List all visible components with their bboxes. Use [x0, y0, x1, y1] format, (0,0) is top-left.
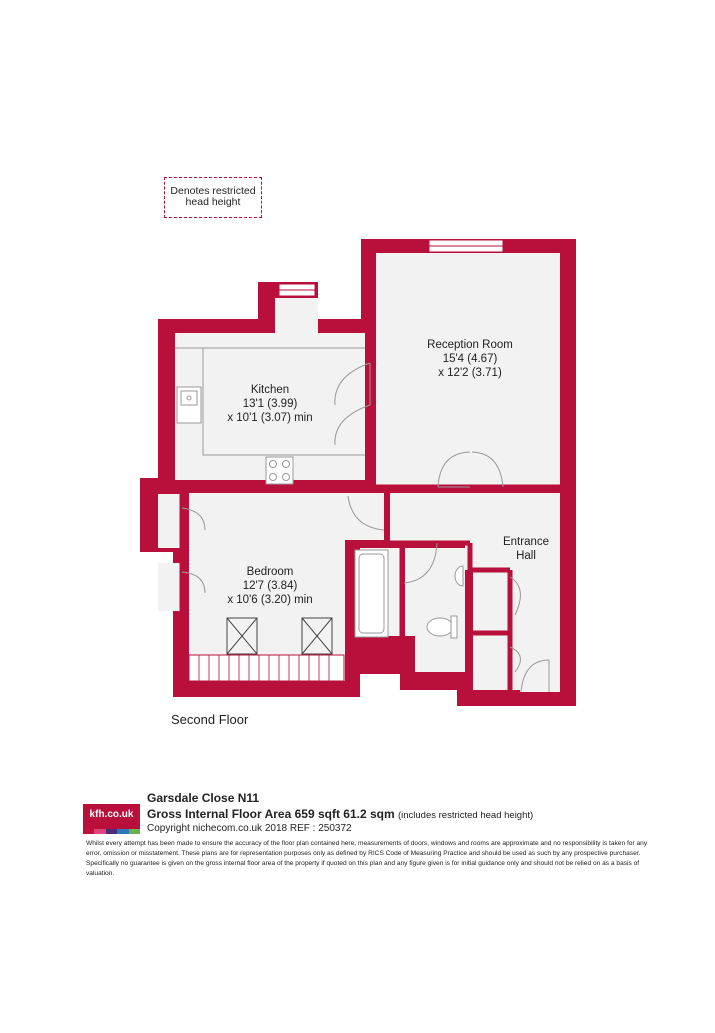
- disclaimer: Whilst every attempt has been made to ensure the accuracy of the floor plan contained here, measurements of doors, windows and rooms are approximate and no responsibility is taken for any error, omission or misstatement. These plans are for representation purposes only as defined by RICS Code of Measuring Practice and should be used as such by any prospective purchaser. Specifically no guarantee is given on the gross internal floor area of the property if quoted on this plan and any figure given is for initial guidance only and should not be relied on as a basis of valuation.: [86, 840, 648, 877]
- entrance-hall-label: [496, 535, 556, 563]
- cupboard-3: [476, 575, 506, 628]
- wc-icon: [427, 618, 453, 636]
- legend-line-2: head height: [185, 196, 241, 208]
- bedroom-dim2: x 10'6 (3.20) min: [227, 594, 313, 606]
- reception-dim2: x 12'2 (3.71): [438, 367, 502, 379]
- logo-stripes: [83, 829, 140, 834]
- cupboard-4: [476, 638, 506, 688]
- entrance-name-2: Hall: [516, 550, 536, 562]
- logo-stripe: [83, 829, 94, 834]
- floor-name: Second Floor: [171, 712, 249, 727]
- floor-area-note: (includes restricted head height): [397, 810, 534, 821]
- reception-dim1: 15'4 (4.67): [442, 353, 498, 365]
- bedroom-dim1: 12'7 (3.84): [242, 580, 298, 592]
- floor-area-value: Gross Internal Floor Area 659 sqft 61.2 sqm: [147, 807, 395, 821]
- reception-label: [400, 338, 540, 380]
- logo-stripe: [117, 829, 128, 834]
- kitchen-dim2: x 10'1 (3.07) min: [227, 412, 313, 424]
- bedroom-label: [200, 565, 340, 607]
- floor-area: [147, 807, 533, 821]
- property-address: Garsdale Close N11: [147, 791, 260, 805]
- kfh-logo[interactable]: [83, 804, 140, 834]
- cupboard-2: [158, 563, 182, 611]
- legend-line-1: Denotes restricted: [170, 185, 256, 197]
- cupboard-1: [158, 494, 182, 548]
- logo-stripe: [106, 829, 117, 834]
- kitchen-dim1: 13'1 (3.99): [242, 398, 298, 410]
- restricted-height-legend: [164, 177, 262, 218]
- hob-icon: [266, 457, 293, 484]
- copyright: Copyright nichecom.co.uk 2018 REF : 250372: [147, 823, 352, 834]
- logo-text: kfh.co.uk: [89, 809, 134, 820]
- reception-name: Reception Room: [427, 339, 513, 351]
- kitchen-label: [205, 383, 335, 425]
- logo-stripe: [129, 829, 140, 834]
- entrance-name-1: Entrance: [502, 536, 550, 548]
- kitchen-name: Kitchen: [250, 384, 290, 396]
- logo-stripe: [94, 829, 105, 834]
- bedroom-name: Bedroom: [246, 566, 294, 578]
